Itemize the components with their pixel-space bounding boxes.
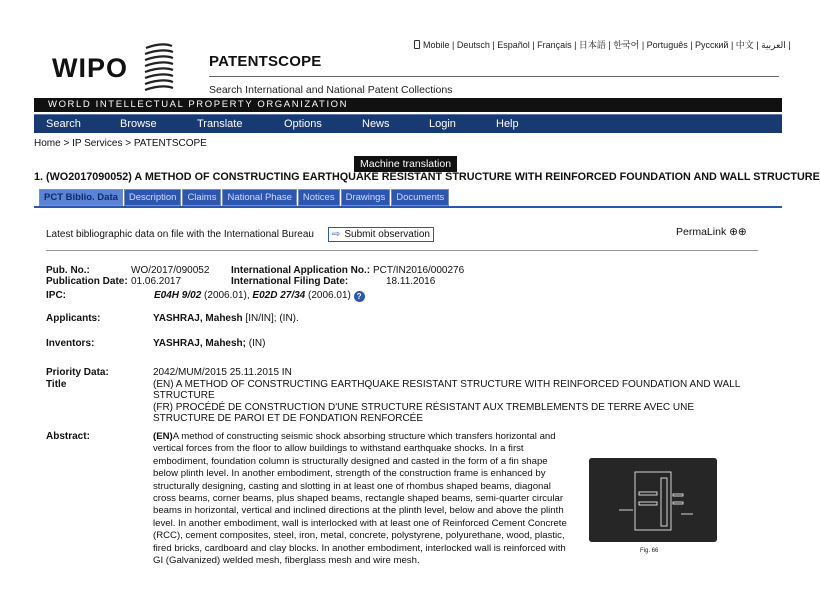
brand-subtitle: Search International and National Patent Collections bbox=[209, 84, 453, 96]
nav-help[interactable]: Help bbox=[496, 118, 519, 130]
tabs-divider bbox=[34, 206, 782, 208]
tab-documents[interactable]: Documents bbox=[391, 189, 449, 206]
abstract-lang: (EN) bbox=[153, 431, 173, 442]
nav-search[interactable]: Search bbox=[46, 118, 81, 130]
nav-login[interactable]: Login bbox=[429, 118, 456, 130]
tab-pct-biblio-data[interactable]: PCT Biblio. Data bbox=[39, 189, 123, 206]
pub-date-label: Publication Date: bbox=[46, 276, 128, 287]
tab-drawings[interactable]: Drawings bbox=[341, 189, 391, 206]
document-tabs bbox=[39, 189, 450, 207]
document-title: 1. (WO2017090052) A METHOD OF CONSTRUCTING EARTHQUAKE RESISTANT STRUCTURE WITH REINFORCED FOUNDATION AND WALL STRUCTURE bbox=[34, 171, 820, 183]
language-bar[interactable] bbox=[414, 38, 791, 51]
brand-divider bbox=[209, 76, 779, 77]
submit-observation-button[interactable] bbox=[328, 227, 434, 242]
abstract-body: A method of constructing seismic shock absorbing structure which transfers horizontal and vertical forces from the floor to allow buildings to withstand earthquake shocks. In a first embodiment, foundation column is structurally designed and casted in the form of a fin shape below plinth level. In another embodiment, strength of the construction frame is enhanced by structurally designing, casting and slotting in at least one of rhombus shaped beams, diagonal cross beams, corner beams, plus shaped beams, rectangle shaped beams, semi-quarter circular beams in horizontal, vertical and inclined directions at the plinth level, below and above the plinth level. In another embodiment, wall is interlocked with at least one of Reinforced Cement Concrete (RCC), cement composites, steel, iron, metal, concrete, polystyrene, polyurethane, wood, plastic, fired bricks, cardboard and clay blocks. In another embodiment, interlocked wall is reinforced with GI (Galvanized) welded mesh, fiberglass mesh and wire mesh. bbox=[153, 431, 567, 567]
organization-bar: WORLD INTELLECTUAL PROPERTY ORGANIZATION bbox=[34, 98, 782, 112]
wipo-logo[interactable]: WIPO bbox=[52, 53, 128, 83]
patent-page bbox=[34, 28, 820, 576]
abstract-text bbox=[153, 431, 573, 567]
inventors-label: Inventors: bbox=[46, 338, 95, 349]
ipc-value bbox=[154, 290, 365, 302]
arrow-right-icon: ⇨ bbox=[332, 229, 341, 240]
title-label: Title bbox=[46, 379, 67, 390]
pub-no-label: Pub. No.: bbox=[46, 265, 90, 276]
tab-national-phase[interactable]: National Phase bbox=[222, 189, 296, 206]
wipo-logo-mark-icon bbox=[142, 40, 176, 98]
priority-label: Priority Data: bbox=[46, 367, 109, 378]
abstract-drawing-thumbnail[interactable] bbox=[589, 458, 717, 542]
language-links[interactable]: Mobile | Deutsch | Español | Français | 日本語 | 한국어 | Português | Русский | 中文 | العربية | bbox=[423, 40, 791, 50]
filing-date-value: 18.11.2016 bbox=[386, 276, 436, 287]
applicant-country: [IN/IN]; (IN). bbox=[245, 313, 299, 324]
nav-options[interactable]: Options bbox=[284, 118, 322, 130]
ipc-code-1[interactable]: E04H 9/02 bbox=[154, 290, 202, 301]
ipc-year-2: (2006.01) bbox=[308, 290, 351, 301]
tab-description[interactable]: Description bbox=[124, 189, 182, 206]
title-en-line-2: STRUCTURE bbox=[153, 390, 215, 401]
machine-translation-button[interactable]: Machine translation bbox=[354, 156, 457, 172]
app-no-value[interactable]: PCT/IN2016/000276 bbox=[373, 265, 465, 276]
ipc-label: IPC: bbox=[46, 290, 66, 301]
pub-date-value: 01.06.2017 bbox=[131, 276, 182, 287]
title-en-line-1: (EN) A METHOD OF CONSTRUCTING EARTHQUAKE RESISTANT STRUCTURE WITH REINFORCED FOUNDATION AND WALL bbox=[153, 379, 741, 390]
latest-data-note: Latest bibliographic data on file with the International Bureau bbox=[46, 229, 314, 240]
main-nav bbox=[34, 114, 782, 133]
applicants-label: Applicants: bbox=[46, 313, 101, 324]
abstract-label: Abstract: bbox=[46, 431, 90, 442]
inventors-value bbox=[153, 338, 265, 349]
priority-value: 2042/MUM/2015 25.11.2015 IN bbox=[153, 367, 292, 378]
app-no-label: International Application No.: bbox=[231, 265, 371, 276]
applicants-value bbox=[153, 313, 299, 324]
applicant-name[interactable]: YASHRAJ, Mahesh bbox=[153, 313, 243, 324]
title-fr-line-1: (FR) PROCÉDÉ DE CONSTRUCTION D'UNE STRUCTURE RÉSISTANT AUX TREMBLEMENTS DE TERRE AVEC UNE bbox=[153, 402, 695, 413]
tab-claims[interactable]: Claims bbox=[182, 189, 221, 206]
tab-notices[interactable]: Notices bbox=[298, 189, 340, 206]
patentscope-brand[interactable]: PATENTSCOPE bbox=[209, 53, 322, 70]
ipc-code-2[interactable]: E02D 27/34 bbox=[252, 290, 306, 301]
pub-no-value: WO/2017/090052 bbox=[131, 265, 210, 276]
submit-observation-label: Submit observation bbox=[344, 229, 430, 240]
help-question-icon[interactable]: ? bbox=[354, 291, 365, 302]
nav-translate[interactable]: Translate bbox=[197, 118, 243, 130]
filing-date-label: International Filing Date: bbox=[231, 276, 349, 287]
inventor-country: (IN) bbox=[248, 338, 266, 349]
permalink[interactable]: PermaLink ⊕⊕ bbox=[676, 226, 747, 238]
mobile-icon bbox=[414, 40, 420, 49]
nav-news[interactable]: News bbox=[362, 118, 390, 130]
ipc-year-1: (2006.01), bbox=[204, 290, 250, 301]
figure-caption: Fig. 66 bbox=[640, 548, 659, 554]
content-divider bbox=[46, 250, 758, 251]
breadcrumb[interactable]: Home > IP Services > PATENTSCOPE bbox=[34, 138, 207, 149]
inventor-name[interactable]: YASHRAJ, Mahesh; bbox=[153, 338, 246, 349]
title-fr-line-2: STRUCTURE DE PAROI ET DE FONDATION RENFORCÉE bbox=[153, 413, 424, 424]
nav-browse[interactable]: Browse bbox=[120, 118, 157, 130]
